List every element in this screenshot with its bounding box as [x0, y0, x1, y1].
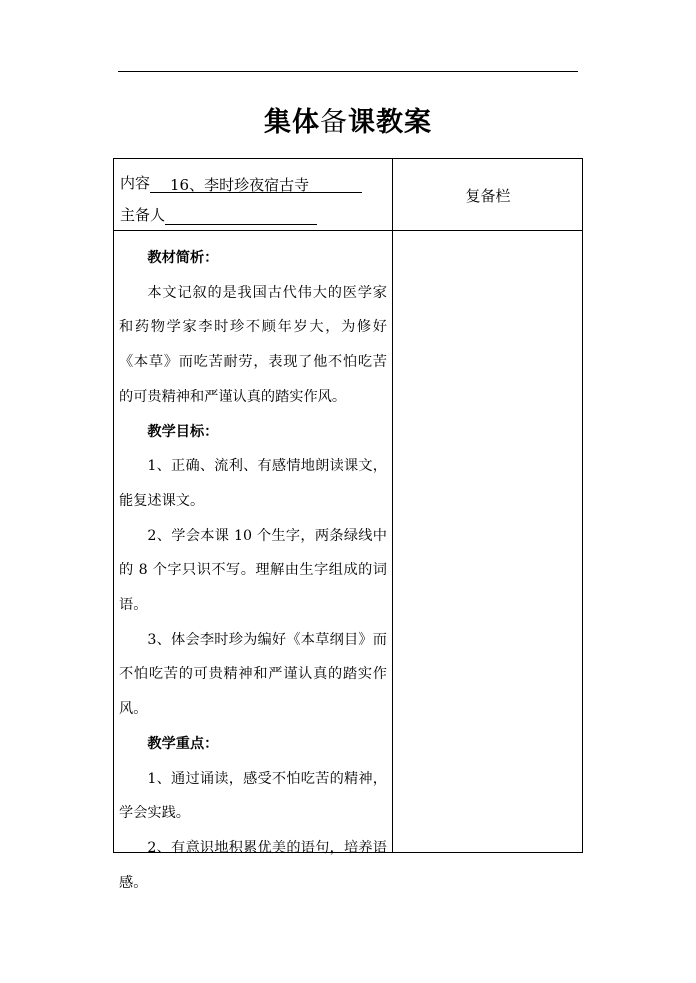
goals-heading: 教学目标：: [147, 423, 219, 440]
preparer-row: [120, 205, 317, 225]
focus-heading: 教学重点：: [147, 735, 219, 752]
preparer-value: [165, 207, 317, 225]
goal-item: 3、体会李时珍为编好《本草纲目》而不怕吃苦的可贵精神和严谨认真的踏实作风。: [119, 631, 387, 718]
header-row-divider: [114, 230, 582, 231]
goal-item: 1、正确、流利、有感情地朗读课文，能复述课文。: [119, 458, 387, 509]
header-rule: [118, 71, 578, 72]
column-divider: [392, 159, 393, 852]
content-row: [120, 173, 362, 193]
lesson-content: [119, 241, 387, 900]
title-part-2: 备: [320, 107, 348, 138]
goal-item: 2、学会本课 10 个生字，两条绿线中的 8 个字只识不写。理解由生字组成的词语。: [119, 527, 387, 614]
preparer-label: 主备人: [120, 206, 166, 224]
analysis-text: 本文记叙的是我国古代伟大的医学家和药物学家李时珍不顾年岁大，为修好《本草》而吃苦耐劳，表现了他不怕吃苦的可贵精神和严谨认真的踏实作风。: [119, 284, 387, 405]
page-title: [0, 100, 696, 139]
focus-item: 1、通过诵读，感受不怕吃苦的精神，学会实践。: [119, 770, 387, 822]
title-part-3: 课教案: [348, 107, 432, 138]
analysis-heading: 教材简析：: [147, 250, 219, 266]
title-part-1: 集体: [264, 107, 320, 138]
content-label: 内容: [120, 174, 151, 192]
lesson-plan-table: [113, 158, 583, 891]
focus-item: 2、有意识地积累优美的语句，培养语感。: [119, 839, 387, 891]
review-column-header: 复备栏: [465, 187, 511, 205]
content-value: 16、李时珍夜宿古寺: [150, 175, 362, 193]
